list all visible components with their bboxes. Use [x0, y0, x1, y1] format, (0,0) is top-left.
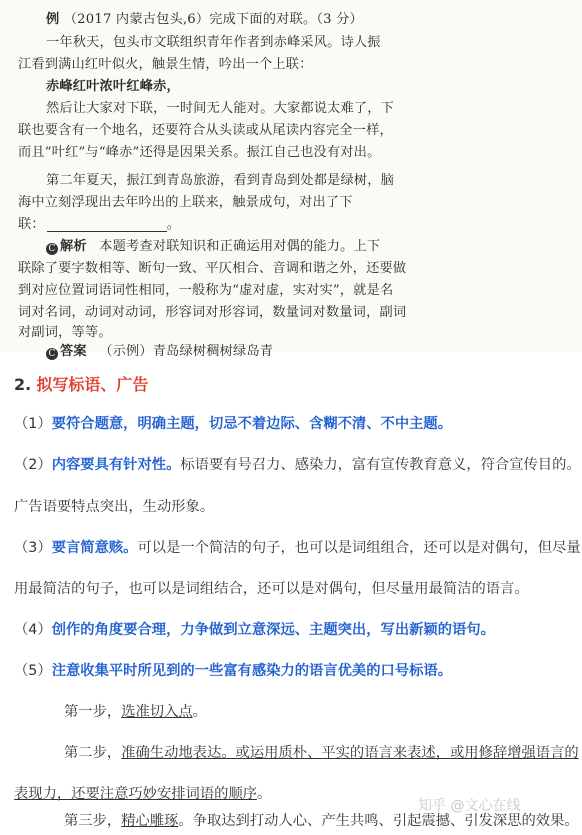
step-keypoint: 精心雕琢: [121, 813, 179, 829]
step-prefix: 第二步，: [64, 745, 122, 761]
watermark: 知乎 @文心在线: [418, 798, 521, 814]
scan-line: 联除了要字数相等、断句一致、平仄相合、音调和谐之外，还要做: [18, 261, 407, 276]
step-prefix: 第三步，: [64, 813, 122, 829]
item-5: [14, 660, 452, 680]
scan-line: 词对名词，动词对动词，形容词对形容词，数量词对数量词，副词: [18, 305, 407, 320]
step-2-cont: [14, 783, 271, 803]
item-1: [14, 413, 452, 433]
section-heading: [14, 372, 148, 395]
item-number: （2）: [14, 457, 52, 473]
blank-prefix: 联：: [18, 217, 45, 232]
step-keypoint: 选准切入点: [121, 704, 193, 720]
step-keypoint: 表现力，还要注意巧妙安排词语的顺序: [14, 786, 258, 802]
scan-line: 而且“叶红”与“峰赤”还得是因果关系。振江自己也没有对出。: [18, 145, 381, 160]
item-text: 要符合题意，明确主题，切忌不着边际、含糊不清、不中主题。: [51, 416, 453, 432]
item-number: （4）: [14, 622, 52, 638]
blank-suffix: 。: [166, 217, 181, 232]
step-end: 。: [257, 786, 272, 802]
scan-line: 一年秋天，包头市文联组织青年作者到赤峰采风。诗人振: [46, 35, 381, 50]
step-end: 。: [192, 704, 207, 720]
item-text: 注意收集平时所见到的一些富有感染力的语言优美的口号标语。: [51, 663, 453, 679]
example-title: （2017 内蒙古包头,6）完成下面的对联。（3 分）: [63, 12, 363, 27]
item-keypoint: 内容要具有针对性。: [51, 457, 181, 473]
item-keypoint: 要言简意赅。: [51, 540, 138, 556]
step-text: 。争取达到打动人心、产生共鸣、引起震撼、引发深思的效果。: [178, 813, 579, 829]
item-number: （3）: [14, 540, 52, 556]
step-keypoint: 准确生动地表达。或运用质朴、平实的语言来表述，或用修辞增强语言的: [121, 745, 579, 761]
section-title: 拟写标语、广告: [36, 375, 149, 394]
example-label: 例: [46, 12, 60, 27]
item-text: 标语要有号召力、感染力，富有宣传教育意义，符合宣传目的。: [180, 457, 581, 473]
item-number: （5）: [14, 663, 52, 679]
scan-line: 江看到满山红叶似火，触景生情，吟出一个上联：: [18, 57, 313, 72]
step-2: [64, 742, 579, 762]
answer-label: 答案: [60, 344, 87, 359]
analysis-icon: C: [46, 243, 58, 255]
scan-line: 第二年夏天，振江到青岛旅游，看到青岛到处都是绿树，脑: [46, 173, 395, 188]
item-3-cont: 用最简洁的句子，也可以是词组结合，还可以是对偶句，但尽量用最简洁的语言。: [14, 581, 529, 597]
scan-line: 对副词，等等。: [18, 325, 112, 340]
step-1: [64, 701, 207, 721]
couplet-upper: 赤峰红叶浓叶红峰赤，: [46, 79, 180, 94]
analysis-label: 解析: [60, 239, 87, 254]
answer-text: （示例）青岛绿树稠树绿岛青: [99, 344, 274, 359]
scan-line: 然后让大家对下联，一时间无人能对。大家都说太难了，下: [46, 101, 395, 116]
item-4: [14, 619, 495, 639]
item-text: 创作的角度要合理，力争做到立意深远、主题突出，写出新颖的语句。: [51, 622, 495, 638]
item-2: [14, 454, 581, 474]
answer-icon: C: [46, 348, 58, 360]
item-text: 可以是一个简洁的句子，也可以是词组组合，还可以是对偶句，但尽量: [137, 540, 581, 556]
scan-line: 联也要含有一个地名，还要符合从头读或从尾读内容完全一样，: [18, 123, 393, 138]
scan-line: 到对应位置词语词性相同，一般称为“虚对虚，实对实”，就是名: [18, 283, 394, 298]
analysis-text: 本题考查对联知识和正确运用对偶的能力。上下: [99, 239, 381, 254]
item-2-cont: 广告语要特点突出，生动形象。: [14, 499, 215, 515]
item-3: [14, 537, 581, 557]
item-number: （1）: [14, 416, 52, 432]
section-number: 2.: [14, 375, 32, 394]
scan-line: 海中立刻浮现出去年吟出的上联来，触景成句，对出了下: [18, 195, 353, 210]
step-prefix: 第一步，: [64, 704, 122, 720]
